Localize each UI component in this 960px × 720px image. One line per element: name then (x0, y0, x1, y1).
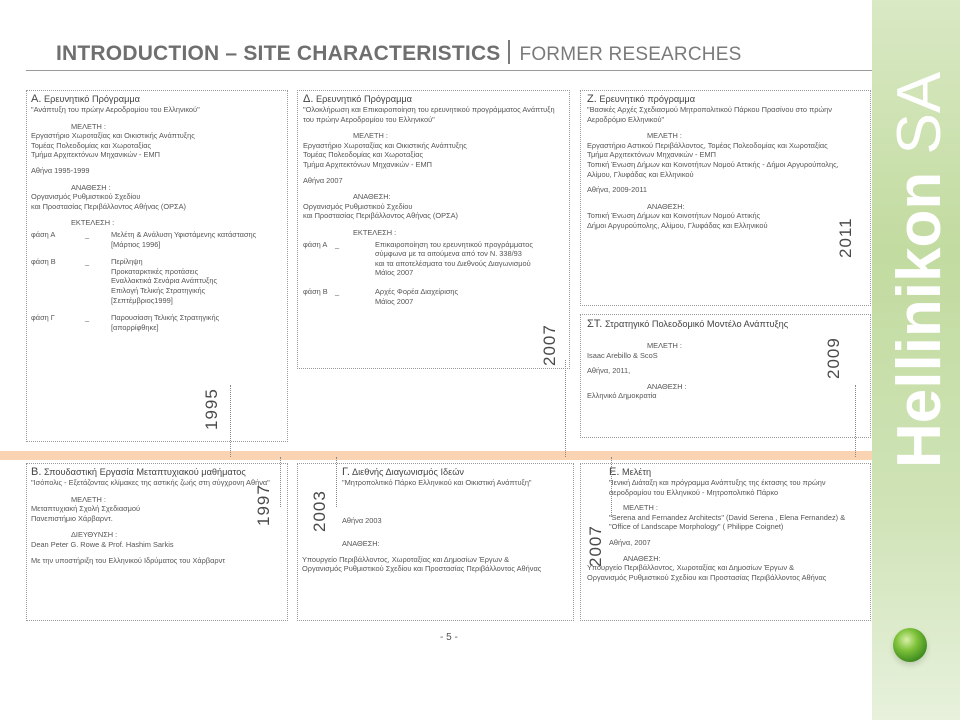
phase-line: Περίληψη (111, 257, 143, 267)
box-letter: A. (31, 93, 42, 105)
box-quote: "Ιενική Διάταξη και πρόγραμμα Ανάπτυξης της έκτασης του πρώην αεροδρομίου του Ελληνικού - Μητροπολιτικό Πάρκο (609, 478, 826, 497)
connector-2009 (855, 385, 856, 457)
phase-key: φάση Γ (31, 313, 55, 323)
phase-dash: _ (335, 239, 340, 249)
study-line: Τμήμα Αρχιτεκτόνων Μηχανικών - ΕΜΠ (587, 150, 716, 160)
phase-dash: _ (335, 286, 340, 296)
phase-row (303, 287, 564, 306)
assign-label: ΑΝΑΘΕΣΗ : (71, 182, 111, 192)
connector-1995 (230, 385, 231, 457)
phase-line: Προκαταρκτικές προτάσεις (111, 266, 199, 276)
box-quote: "Μητροπολιτικό Πάρκο Ελληνικού και Οικιστική Ανάπτυξη" (342, 478, 532, 487)
phase-dash: _ (85, 229, 90, 239)
phase-line: σύμφωνα με τα αιτούμενα από τον Ν. 338/93 (375, 249, 522, 259)
year-label: 2007 (540, 324, 559, 366)
assign-line: Οργανισμός Ρυθμιστικού Σχεδίου και Προστασίας Περιβάλλοντος Αθήνας (587, 572, 827, 582)
phase-dash: _ (85, 257, 90, 267)
assign-line: Τοπική Ένωση Δήμων και Κοινοτήτων Νομού Αττικής (587, 211, 761, 221)
box-title: Ερευνητικό Πρόγραμμα (43, 94, 140, 104)
title-separator (508, 40, 510, 64)
assign-line: Ελληνικό Δημοκρατία (587, 391, 657, 401)
assign-label: ΑΝΑΘΕΣΗ: (342, 539, 380, 549)
research-box-z (580, 90, 871, 306)
connector-1997 (280, 457, 281, 507)
research-box-d (297, 90, 570, 369)
phase-key: φάση Α (31, 229, 56, 239)
header-divider (26, 70, 872, 71)
assign-line: Υπουργείο Περιβάλλοντος, Χωροταξίας και Δημοσίων Έργων & (302, 554, 510, 564)
study-line: Πανεπιστήμιο Χάρβαρντ. (31, 513, 113, 523)
page-title-main: INTRODUCTION – SITE CHARACTERISTICS (56, 42, 501, 65)
phase-row (31, 230, 283, 249)
brand-logo-text (885, 48, 955, 468)
connector-2007a (565, 360, 566, 457)
study-line: "Serena and Fernandez Architects" (David Serena , Elena Fernandez) & "Office of Landscape Morphology" ( Philippe Coignet) (609, 512, 846, 532)
box-letter: ΣΤ. (587, 318, 603, 330)
assign-line: Οργανισμός Ρυθμιστικού Σχεδίου (31, 192, 141, 202)
assign-line: Οργανισμός Ρυθμιστικού Σχεδίου και Προστασίας Περιβάλλοντος Αθήνας (302, 564, 542, 574)
study-line: Τομέας Πολεοδομίας και Χωροταξίας (303, 150, 424, 160)
box-quote: "Ανάπτυξη του πρώην Αεροδρομίου του Ελληνικού" (31, 105, 200, 114)
assign-line: και Προστασίας Περιβάλλοντος Αθήνας (ΟΡΣΑ) (31, 201, 187, 211)
connector-2007b (611, 457, 612, 517)
study-label: ΜΕΛΕΤΗ : (647, 131, 682, 141)
phase-line: Μελέτη & Ανάλυση Υφιστάμενης κατάστασης (111, 229, 257, 239)
year-label: 2003 (310, 490, 329, 532)
box-title: Διεθνής Διαγωνισμός Ιδεών (351, 467, 464, 477)
box-letter: Γ. (342, 466, 350, 478)
logo-globe-icon (893, 628, 927, 662)
exec-label: ΕΚΤΕΛΕΣΗ : (353, 227, 397, 237)
assign-line: Οργανισμός Ρυθμιστικού Σχεδίου (303, 201, 413, 211)
phase-line: Επιλογή Τελικής Στρατηγικής (111, 285, 206, 295)
study-line: Τμήμα Αρχιτεκτόνων Μηχανικών - ΕΜΠ (303, 159, 432, 169)
phase-key: φάση Α (303, 239, 328, 249)
research-box-e (580, 463, 871, 621)
study-line: Τμήμα Αρχιτεκτόνων Μηχανικών - ΕΜΠ (31, 150, 160, 160)
assign-line: Υπουργείο Περιβάλλοντος, Χωροταξίας και Δημοσίων Έργων & (587, 563, 795, 573)
box-letter: Ζ. (587, 93, 597, 105)
direct-line: Dean Peter G. Rowe & Prof. Hashim Sarkis (31, 539, 174, 549)
date-text: Αθήνα, 2011, (587, 366, 631, 376)
timeline-bar (0, 451, 872, 460)
phase-line: Εναλλακτικά Σενάρια Ανάπτυξης (111, 276, 218, 286)
box-title: Ερευνητικό πρόγραμμα (599, 94, 696, 104)
year-label: 2011 (836, 217, 855, 258)
study-label: ΜΕΛΕΤΗ : (647, 341, 682, 350)
phase-line: Μάϊος 2007 (375, 268, 414, 278)
date-text: Αθήνα, 2009-2011 (587, 185, 648, 195)
connector-2003 (336, 457, 337, 507)
box-letter: Β. (31, 466, 42, 478)
direct-label: ΔΙΕΥΘΥΝΣΗ : (71, 530, 118, 540)
box-title: Μελέτη (621, 467, 652, 477)
assign-line: Δήμοι Αργυρούπολης, Αλίμου, Γλυφάδας και Ελληνικού (587, 220, 768, 230)
phase-line: και τα αποτελέσματα του Διεθνούς Διαγωνισμού (375, 258, 531, 268)
assign-label: ΑΝΑΘΕΣΗ: (647, 201, 685, 211)
brand-suffix: SA (885, 71, 954, 155)
assign-label: ΑΝΑΘΕΣΗ : (647, 381, 687, 391)
box-quote: "Βασικές Αρχές Σχεδιασμού Μητροπολιτικού Πάρκου Πρασίνου στο πρώην Αεροδρόμιο Ελληνικού" (587, 105, 832, 124)
year-label: 2007 (586, 525, 605, 567)
study-line: Τοπική Ένωση Δήμων και Κοινοτήτων Νομού Αττικής - Δήμοι Αργυρούπολης, Αλίμου, Γλυφάδας και Ελληνικού (587, 159, 839, 179)
study-label: ΜΕΛΕΤΗ : (623, 503, 658, 513)
study-line: Εργαστήριο Αστικού Περιβάλλοντος, Τομέας Πολεοδομίας και Χωροταξίας (587, 140, 828, 150)
phase-line: Παρουσίαση Τελικής Στρατηγικής (111, 313, 220, 323)
study-label: ΜΕΛΕΤΗ : (71, 121, 106, 131)
research-box-a (26, 90, 288, 442)
date-text: Αθήνα 2003 (342, 515, 382, 525)
phase-row (31, 257, 283, 305)
brand-name: Hellinikon (885, 171, 954, 468)
phase-line: Μάϊος 2007 (375, 296, 414, 306)
research-box-b (26, 463, 288, 621)
phase-row (303, 240, 564, 278)
study-line: Εργαστήριο Χωροταξίας και Οικιστικής Ανάπτυξης (303, 140, 467, 150)
page-title (56, 40, 741, 66)
year-label: 1995 (202, 388, 221, 430)
study-label: ΜΕΛΕΤΗ : (353, 131, 388, 141)
study-line: Τομέας Πολεοδομίας και Χωροταξίας (31, 140, 152, 150)
box-title: Στρατηγικό Πολεοδομικό Μοντέλο Ανάπτυξης (604, 319, 789, 329)
box-title: Ερευνητικό Πρόγραμμα (315, 94, 412, 104)
study-line: Isaac Arebillo & ScoS (587, 350, 658, 360)
assign-line: και Προστασίας Περιβάλλοντος Αθήνας (ΟΡΣΑ) (303, 211, 459, 221)
page-number: - 5 - (440, 632, 458, 643)
box-letter: Δ. (303, 93, 314, 105)
phase-dash: _ (85, 313, 90, 323)
assign-label: ΑΝΑΘΕΣΗ: (623, 553, 661, 563)
box-letter: Ε. (609, 466, 620, 478)
phase-line: [Σεπτέμβριος1999] (111, 295, 173, 305)
study-line: Εργαστήριο Χωροταξίας και Οικιστικής Ανάπτυξης (31, 131, 195, 141)
support-text: Με την υποστήριξη του Ελληνικού Ιδρύματος του Χάρβαρντ (31, 555, 226, 565)
phase-line: Αρχές Φορέα Διαχείρισης (375, 286, 459, 296)
year-label: 2009 (824, 337, 843, 379)
date-text: Αθήνα 1995-1999 (31, 165, 90, 175)
year-label: 1997 (254, 484, 273, 526)
study-label: ΜΕΛΕΤΗ : (71, 494, 106, 504)
phase-line: [απορρίφθηκε] (111, 322, 159, 332)
date-text: Αθήνα, 2007 (609, 537, 651, 547)
exec-label: ΕΚΤΕΛΕΣΗ : (71, 218, 115, 228)
phase-key: φάση Β (303, 286, 328, 296)
page-subtitle: FORMER RESEARCHES (519, 44, 742, 65)
phase-key: φάση Β (31, 257, 56, 267)
box-title: Σπουδαστική Εργασία Μεταπτυχιακού μαθήματος (43, 467, 246, 477)
box-quote: "Ολοκλήρωση και Επικαιροποίηση του ερευνητικού προγράμματος Ανάπτυξη του πρώην Αεροδρομίου του Ελληνικού" (303, 105, 555, 124)
date-text: Αθήνα 2007 (303, 175, 343, 185)
research-box-g (297, 463, 574, 621)
phase-row (31, 313, 283, 332)
study-line: Μεταπτυχιακή Σχολή Σχεδιασμού (31, 504, 141, 514)
phase-line: Επικαιροποίηση του ερευνητικού προγράμματος (375, 239, 533, 249)
assign-label: ΑΝΑΘΕΣΗ: (353, 192, 391, 202)
phase-line: [Μάρτιος 1996] (111, 239, 161, 249)
box-quote: "Ισόπολις - Εξετάζοντας κλίμακες της αστικής ζωής στη σύγχρονη Αθήνα" (31, 478, 270, 487)
